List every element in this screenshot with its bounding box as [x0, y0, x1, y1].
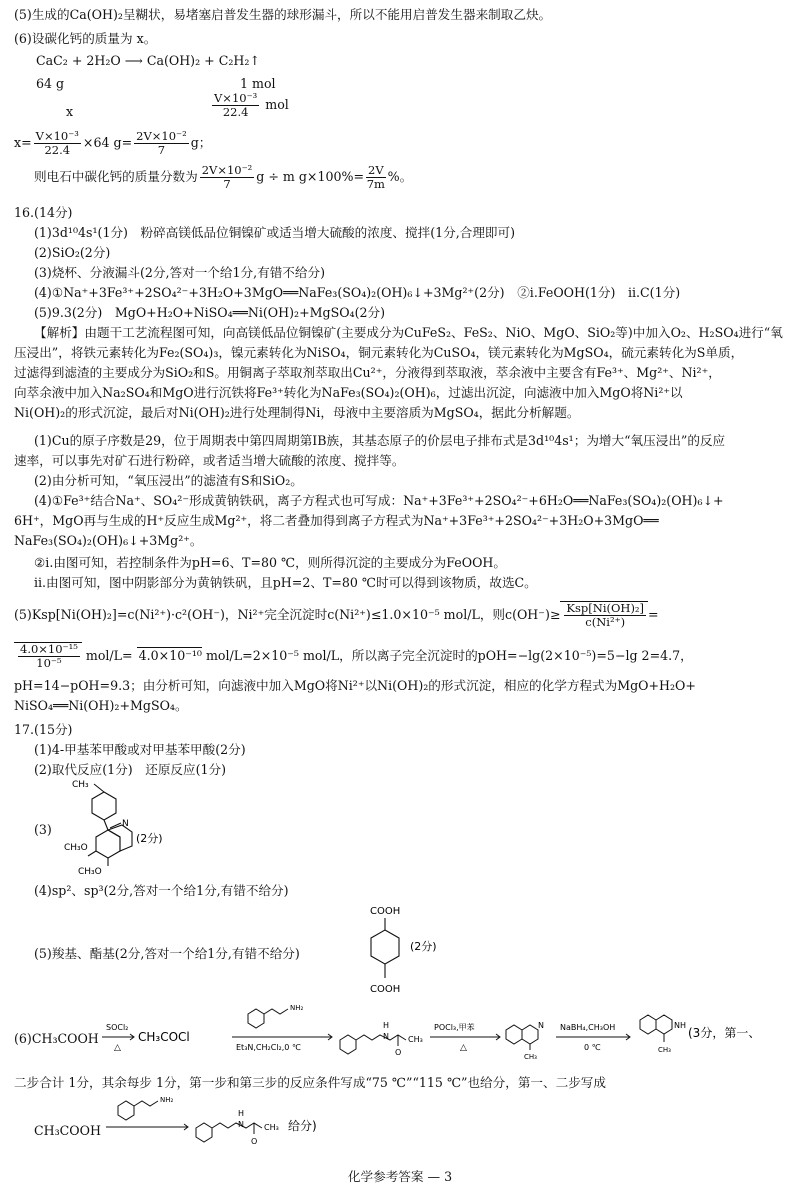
route-ch3cocl: CH₃COCl — [138, 1030, 190, 1044]
amine-ring — [248, 1009, 264, 1028]
q17-answer-5: (5)羧基、酯基(2分,答对一个给1分,有错不给分) — [34, 946, 300, 961]
note-amine-chain — [134, 1101, 158, 1106]
route-nh: NH — [674, 1021, 686, 1030]
note-o: O — [251, 1137, 258, 1146]
aryl-link-bond — [104, 820, 108, 830]
q16-answer-4: (4)①Na⁺+3Fe³⁺+2SO₄²⁻+3H₂O+3MgO══NaFe₃(SO₄)₂(OH)₆↓+3Mg²⁺(2分) ②ⅰ.FeOOH(1分) ⅱ.C(1分) — [34, 285, 681, 300]
note-n: N — [238, 1120, 244, 1129]
route-score: (3分，第一、 — [688, 1026, 761, 1040]
q17-answer-3-label: (3) — [34, 822, 52, 837]
terephthalic-score: (2分) — [410, 940, 437, 953]
route-amide-ch3: CH₃ — [408, 1035, 423, 1044]
q17-answer-4: (4)sp²、sp³(2分,答对一个给1分,有错不给分) — [34, 883, 289, 898]
route-ring-n: N — [538, 1021, 544, 1030]
q15-line6: (6)设碳化钙的质量为 x。 — [14, 31, 157, 46]
route-nabh4: NaBH₄,CH₃OH — [560, 1023, 616, 1032]
q17-note-ch3cooh: CH₃COOH — [34, 1123, 101, 1138]
benzene-ring — [371, 930, 399, 964]
q16-answer-1: (1)3d¹⁰4s¹(1分) 粉碎高镁低品位铜镍矿或适当增大硫酸的浓度、搅拌(1分,合理即可) — [34, 225, 516, 240]
q15-x-result: x= $\frac{\text{V×10⁻³}}{22.4}$ ×64 g= $\frac{\text{2V×10⁻²}}{7}$ g； — [14, 129, 212, 157]
route-amide-h: H — [383, 1021, 390, 1030]
route-ch3b: CH₃ — [658, 1046, 671, 1054]
route-ring-ch3: CH₃ — [524, 1053, 537, 1061]
q15-1mol: 1 mol — [240, 76, 276, 91]
q15-moles-fraction: $\frac{\text{V×10⁻³}}{22.4}$ mol — [214, 91, 289, 119]
q16-analysis-line-8: (2)由分析可知，“氧压浸出”的滤渣有S和SiO₂。 — [34, 473, 303, 488]
q16-analysis-line-15: $\frac{\text{4.0×10⁻¹⁵}}{\text{10⁻⁵}}$ mol/L= 4.0×10⁻¹⁰ mol/L=2×10⁻⁵ mol/L，所以离子完全沉淀时的pOH=−lg(2×10⁻⁵)=5−lg 2=4.7， — [14, 642, 693, 670]
struct-ch3: CH₃ — [72, 780, 89, 790]
q17-answer-2: (2)取代反应(1分) 还原反应(1分) — [34, 762, 227, 777]
page-footer: 化学参考答案 — 3 — [347, 1169, 453, 1184]
route-amide-n: N — [383, 1032, 389, 1041]
q16-answer-2: (2)SiO₂(2分) — [34, 245, 111, 260]
route-heat-1: △ — [114, 1043, 121, 1053]
q17-note-line-1: 二步合计 1分，其余每步 1分，第一步和第三步的反应条件写成“75 ℃”“115 ℃”也给分，第一、二步写成 — [14, 1075, 606, 1090]
thiq-ring — [656, 1015, 672, 1034]
q16-analysis-line-9: (4)①Fe³⁺结合Na⁺、SO₄²⁻形成黄钠铁矾，离子方程式也可写成：Na⁺+3Fe³⁺+2SO₄²⁻+6H₂O══NaFe₃(SO₄)₂(OH)₆↓+ — [34, 493, 724, 508]
q16-answer-3: (3)烧杯、分液漏斗(2分,答对一个给1分,有错不给分) — [34, 265, 325, 280]
isoq-ring — [522, 1025, 538, 1044]
q16-answer-5: (5)9.3(2分) MgO+H₂O+NiSO₄══Ni(OH)₂+MgSO₄(2分) — [34, 305, 386, 320]
struct-score: (2分) — [136, 832, 163, 845]
note-score: 给分) — [288, 1119, 317, 1133]
q16-heading: 16.(14分) — [14, 205, 73, 220]
note-amine-ring — [118, 1101, 134, 1120]
q17-heading: 17.(15分) — [14, 722, 73, 737]
route-socl2: SOCl₂ — [106, 1023, 129, 1032]
isoq-benzene — [506, 1025, 522, 1044]
q16-analysis-line-5: Ni(OH)₂的形式沉淀，最后对Ni(OH)₂进行处理制得Ni，母液中主要溶质为MgSO₄，据此分析解题。 — [14, 405, 580, 420]
q15-mass-64g: 64 g — [36, 76, 65, 91]
q15-line5: (5)生成的Ca(OH)₂呈糊状，易堵塞启普发生器的球形漏斗，所以不能用启普发生器来制取乙炔。 — [14, 7, 552, 22]
note-ch3: CH₃ — [264, 1123, 279, 1132]
q17-answer-6-start: (6)CH₃COOH — [14, 1031, 99, 1046]
tolyl-ring — [92, 792, 116, 820]
q16-analysis-line-14: (5)Ksp[Ni(OH)₂]=c(Ni²⁺)·c²(OH⁻)，Ni²⁺完全沉淀时c(Ni²⁺)≤1.0×10⁻⁵ mol/L，则c(OH⁻)≥ $\frac{\text{Ksp[Ni(OH)₂]}}{\text{c(Ni²⁺)}}$ = — [14, 601, 659, 629]
note-h: H — [238, 1109, 245, 1118]
q16-analysis-line-11: NaFe₃(SO₄)₂(OH)₆↓+3Mg²⁺。 — [14, 533, 203, 548]
q16-analysis-line-3: 过滤得到滤渣的主要成分为SiO₂和S。用铜离子萃取剂萃取出Cu²⁺，分液得到萃取液，萃余液中主要含有Fe³⁺、Mg²⁺、Ni²⁺， — [14, 365, 721, 380]
q15-equation: CaC₂ + 2H₂O ⟶ Ca(OH)₂ + C₂H₂↑ — [36, 53, 260, 68]
q15-conclusion: 则电石中碳化钙的质量分数为 $\frac{\text{2V×10⁻²}}{7}$ g ÷ m g×100%= $\frac{2V}{7m}$ %。 — [34, 163, 413, 191]
struct-och3-b: CH₃O — [78, 867, 102, 877]
note-nh2: NH₂ — [160, 1096, 174, 1104]
amine-chain — [264, 1009, 288, 1014]
cooh-bottom: COOH — [370, 984, 401, 995]
struct-och3-a: CH₃O — [64, 843, 88, 853]
q16-analysis-line-7: 速率，可以事先对矿石进行粉碎，或者适当增大硫酸的浓度、搅拌等。 — [14, 453, 405, 468]
ome-bond-1 — [88, 851, 96, 856]
q16-analysis-line-16: pH=14−pOH=9.3；由分析可知，向滤液中加入MgO将Ni²⁺以Ni(OH)₂的形式沉淀，相应的化学方程式为MgO+H₂O+ — [14, 678, 696, 693]
q16-analysis-line-13: ⅱ.由图可知，图中阴影部分为黄钠铁矾，且pH=2、T=80 ℃时可以得到该物质，故选C。 — [34, 575, 537, 590]
route-heat-2: △ — [460, 1043, 467, 1053]
q16-analysis-line-17: NiSO₄══Ni(OH)₂+MgSO₄。 — [14, 698, 188, 713]
cooh-top: COOH — [370, 906, 401, 917]
route-cond2: Et₃N,CH₂Cl₂,0 ℃ — [236, 1043, 301, 1052]
struct-n: N — [122, 819, 129, 829]
q17-structure-3 — [64, 778, 204, 878]
q16-analysis-line-2: 压浸出”，将铁元素转化为Fe₂(SO₄)₃，镍元素转化为NiSO₄，铜元素转化为CuSO₄，镁元素转化为MgSO₄，硫元素转化为S单质， — [14, 345, 744, 360]
amide-phenyl — [340, 1035, 356, 1054]
q17-answer-1: (1)4-甲基苯甲酸或对甲基苯甲酸(2分) — [34, 742, 246, 757]
route-0c: 0 ℃ — [584, 1043, 601, 1052]
fused-benzene-ring — [96, 830, 120, 858]
route-nh2: NH₂ — [290, 1004, 304, 1012]
q17-synthesis-route — [100, 992, 800, 1062]
methyl-bond — [94, 784, 104, 792]
q16-analysis-line-1: 【解析】由题干工艺流程图可知，向高镁低品位铜镍矿(主要成分为CuFeS₂、FeS₂、NiO、MgO、SiO₂等)中加入O₂、H₂SO₄进行“氧 — [34, 325, 783, 340]
q17-note-scheme — [104, 1094, 344, 1154]
route-pocl3: POCl₃,甲苯 — [434, 1023, 475, 1032]
q15-x: x — [66, 104, 74, 119]
thiq-benzene — [640, 1015, 656, 1034]
route-amide-o: O — [395, 1048, 402, 1057]
q16-analysis-line-4: 向萃余液中加入Na₂SO₄和MgO进行沉铁将Fe³⁺转化为NaFe₃(SO₄)₂(OH)₆，过滤出沉淀，向滤液中加入MgO将Ni²⁺以 — [14, 385, 683, 400]
q16-analysis-line-10: 6H⁺，MgO再与生成的H⁺反应生成Mg²⁺，将二者叠加得到离子方程式为Na⁺+3Fe³⁺+2SO₄²⁻+3H₂O+3MgO══ — [14, 513, 659, 528]
q16-analysis-line-6: (1)Cu的原子序数是29，位于周期表中第四周期第ⅠB族，其基态原子的价层电子排布式是3d¹⁰4s¹；为增大“氧压浸出”的反应 — [34, 433, 726, 448]
q16-analysis-line-12: ②ⅰ.由图可知，若控制条件为pH=6、T=80 ℃，则所得沉淀的主要成分为FeOOH。 — [34, 555, 506, 570]
note-amide-phenyl — [196, 1123, 212, 1142]
